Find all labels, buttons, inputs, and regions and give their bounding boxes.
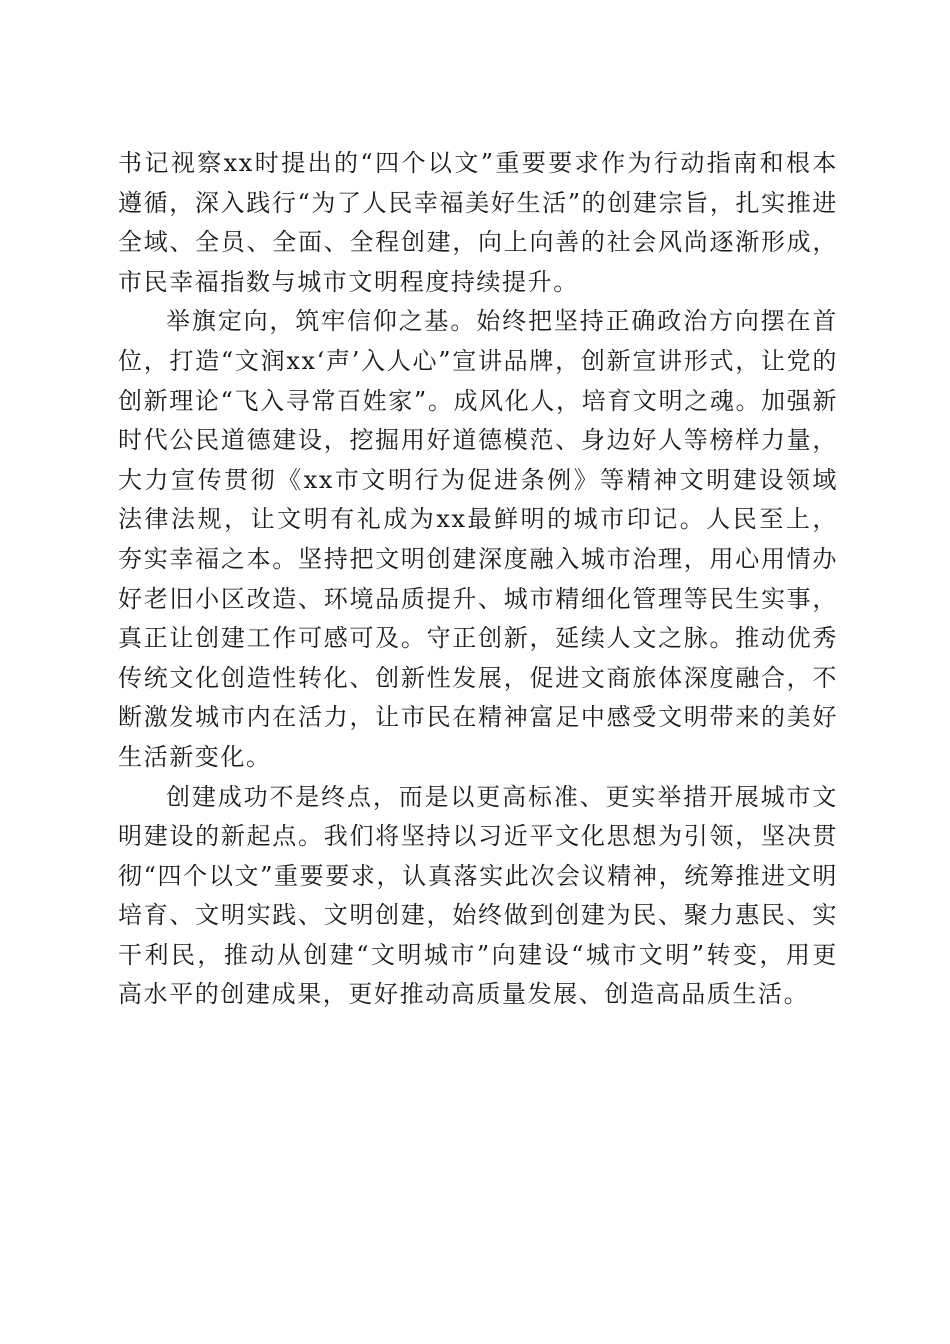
paragraph-2: 举旗定向，筑牢信仰之基。始终把坚持正确政治方向摆在首位，打造“文润xx‘声’入人心”宣讲品牌，创新宣讲形式，让党的创新理论“飞入寻常百姓家”。成风化人，培育文明之魂。加强新时代公民道德建设，挖掘用好道德模范、身边好人等榜样力量，大力宣传贯彻《xx市文明行为促进条例》等精神文明建设领域法律法规，让文明有礼成为xx最鲜明的城市印记。人民至上，夯实幸福之本。坚持把文明创建深度融入城市治理，用心用情办好老旧小区改造、环境品质提升、城市精细化管理等民生实事，真正让创建工作可感可及。守正创新，延续人文之脉。推动优秀传统文化创造性转化、创新性发展，促进文商旅体深度融合，不断激发城市内在活力，让市民在精神富足中感受文明带来的美好生活新变化。	[118, 307, 838, 771]
document-body	[118, 144, 838, 1015]
paragraph-3: 创建成功不是终点，而是以更高标准、更实举措开展城市文明建设的新起点。我们将坚持以习近平文化思想为引领，坚决贯彻“四个以文”重要要求，认真落实此次会议精神，统筹推进文明培育、文明实践、文明创建，始终做到创建为民、聚力惠民、实干利民，推动从创建“文明城市”向建设“城市文明”转变，用更高水平的创建成果，更好推动高质量发展、创造高品质生活。	[118, 782, 838, 1009]
paragraph-1: 书记视察xx时提出的“四个以文”重要要求作为行动指南和根本遵循，深入践行“为了人民幸福美好生活”的创建宗旨，扎实推进全域、全员、全面、全程创建，向上向善的社会风尚逐渐形成，市民幸福指数与城市文明程度持续提升。	[118, 149, 838, 296]
